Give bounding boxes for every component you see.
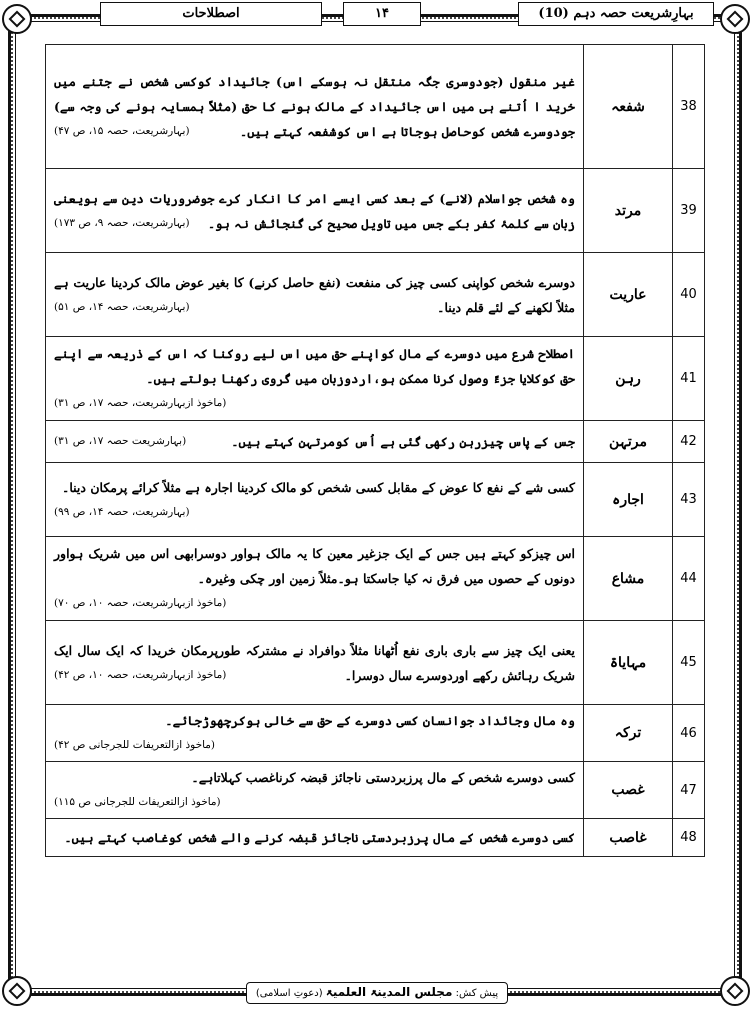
row-number: 40 xyxy=(673,253,705,337)
term: عاریت xyxy=(584,253,673,337)
corner-ornament-icon xyxy=(2,976,32,1006)
definition-cell xyxy=(46,762,584,819)
corner-ornament-icon xyxy=(720,976,750,1006)
definition-text: اس چیزکو کہتے ہیں جس کے ایک جزغیر معین کا یہ مالک ہواور دوسرابھی اس میں شریک ہواور دونوں کے حصوں میں فرق نہ کیا جاسکتا ہو۔مثلاً زمین اور چکی وغیرہ۔ xyxy=(54,546,575,586)
row-number: 42 xyxy=(673,421,705,463)
table-row xyxy=(46,762,705,819)
reference-citation: (بہارشریعت، حصہ ۹، ص ۱۷۳) xyxy=(54,216,190,229)
reference-citation: (ماخوذ ازالتعریفات للجرجانی ص ۱۱۵) xyxy=(54,796,221,808)
reference-citation: (ماخوذ ازالتعریفات للجرجانی ص ۴۲) xyxy=(54,739,216,751)
table-row xyxy=(46,337,705,421)
term: ترکہ xyxy=(584,705,673,762)
reference-citation: (ماخوذ ازبہارشریعت، حصہ ۱۰، ص ۷۰) xyxy=(54,597,227,609)
section-title: اصطلاحات xyxy=(100,2,322,26)
definition-text: وہ مال وجائداد جوانسان کسی دوسرے کے حق سے خالی ہوکرچھوڑجائے۔ xyxy=(165,713,575,728)
row-number: 48 xyxy=(673,819,705,857)
definition-cell xyxy=(46,169,584,253)
table-row xyxy=(46,45,705,169)
definition-text: یعنی ایک چیز سے باری باری نفع اُٹھانا مثلاً دوافراد نے مشترکہ طورپرمکان خریدا کہ ایک سال ایک شریک رہائش رکھے اوردوسرے سال دوسرا۔ xyxy=(54,642,575,683)
reference-citation: (ماخوذ ازبہارشریعت، حصہ ۱۷، ص ۳۱) xyxy=(54,397,227,409)
definition-text: غیر منقول (جودوسری جگہ منتقل نہ ہوسکے اس) جائیداد کوکسی شخص نے جتنے میں خرید ا اُتنے ہی میں اس جائیداد کے مالک ہونے کا حق (مثلاً ہمسایہ ہونے کی وجہ سے) جودوسرے شخص کوحاصل ہوجاتا ہے اس کوشفعہ کہتے ہیں۔ xyxy=(54,74,575,139)
corner-ornament-icon xyxy=(720,4,750,34)
definition-cell xyxy=(46,705,584,762)
table-row xyxy=(46,463,705,537)
definition-text: دوسرے شخص کواپنی کسی چیز کی منفعت (نفع حاصل کرنے) کا بغیر عوض مالک کردینا عاریت ہے مثلاً لکھنے کے لئے قلم دینا۔ xyxy=(54,274,575,315)
reference-citation: (بہارشریعت، حصہ ۱۴، ص ۹۹) xyxy=(54,505,190,518)
footer-prefix: پیش کش: xyxy=(455,988,499,999)
term: مشاع xyxy=(584,537,673,621)
footer-organization: مجلس المدینۃ العلمیۃ xyxy=(325,985,453,999)
definition-text: جس کے پاس چیزرہن رکھی گئی ہے اُس کومرتہن کہتے ہیں۔ xyxy=(231,434,575,449)
reference-citation: (بہارشریعت، حصہ ۱۵، ص ۴۷) xyxy=(54,125,190,137)
table-row xyxy=(46,253,705,337)
table-row xyxy=(46,169,705,253)
term: اجارہ xyxy=(584,463,673,537)
page-number: ۱۴ xyxy=(343,2,421,26)
table-row xyxy=(46,705,705,762)
definition-text: وہ شخص جواسلام (لانے) کے بعد کسی ایسے امر کا انکار کرے جوضروریات دین سے ہویعنی زبان سے کلمۂ کفر بکے جس میں تاویل صحیح کی گنجائش نہ ہو۔ xyxy=(54,190,575,231)
row-number: 44 xyxy=(673,537,705,621)
definition-text: کسی شے کے نفع کا عوض کے مقابل کسی شخص کو مالک کردینا اجارہ ہے مثلاً کرائے پرمکان دینا۔ xyxy=(62,479,575,495)
book-title: بہارِشریعت حصہ دہم (10) xyxy=(518,2,714,26)
definition-cell xyxy=(46,463,584,537)
table-row xyxy=(46,537,705,621)
definition-cell xyxy=(46,537,584,621)
term: غصب xyxy=(584,762,673,819)
definition-cell xyxy=(46,253,584,337)
definition-text: کسی دوسرے شخص کے مال پرزبردستی ناجائز قبضہ کرناغصب کہلاتاہے۔ xyxy=(191,770,575,785)
footer-suffix: (دعوتِ اسلامی) xyxy=(255,988,323,999)
term: مہایاۃ xyxy=(584,621,673,705)
reference-citation: (بہارشریعت حصہ ۱۷، ص ۳۱) xyxy=(54,435,187,447)
term: غاصب xyxy=(584,819,673,857)
table-row xyxy=(46,421,705,463)
publisher-footer xyxy=(246,982,508,1004)
terms-table xyxy=(45,44,705,857)
definition-cell xyxy=(46,819,584,857)
corner-ornament-icon xyxy=(2,4,32,34)
term: مرتد xyxy=(584,169,673,253)
row-number: 45 xyxy=(673,621,705,705)
row-number: 46 xyxy=(673,705,705,762)
definition-cell xyxy=(46,621,584,705)
definition-cell xyxy=(46,337,584,421)
definition-cell xyxy=(46,45,584,169)
table-row xyxy=(46,819,705,857)
term: شفعہ xyxy=(584,45,673,169)
row-number: 38 xyxy=(673,45,705,169)
row-number: 39 xyxy=(673,169,705,253)
reference-citation: (بہارشریعت، حصہ ۱۴، ص ۵۱) xyxy=(54,300,190,313)
row-number: 47 xyxy=(673,762,705,819)
definition-text: کسی دوسرے شخص کے مال پرزبردستی ناجائز قبضہ کرنے والے شخص کوغاصب کہتے ہیں۔ xyxy=(64,830,575,845)
reference-citation: (ماخوذ ازبہارشریعت، حصہ ۱۰، ص ۴۲) xyxy=(54,668,227,681)
definition-text: اصطلاح شرع میں دوسرے کے مال کواپنے حق میں اس لیے روکنا کہ اس کے ذریعہ سے اپنے حق کوکلایا جزءً وصول کرنا ممکن ہو،اردوزبان میں گروی رکھنا بولتے ہیں۔ xyxy=(54,346,575,386)
table-row xyxy=(46,621,705,705)
row-number: 41 xyxy=(673,337,705,421)
definition-cell xyxy=(46,421,584,463)
term: مرتہن xyxy=(584,421,673,463)
term: رہن xyxy=(584,337,673,421)
row-number: 43 xyxy=(673,463,705,537)
